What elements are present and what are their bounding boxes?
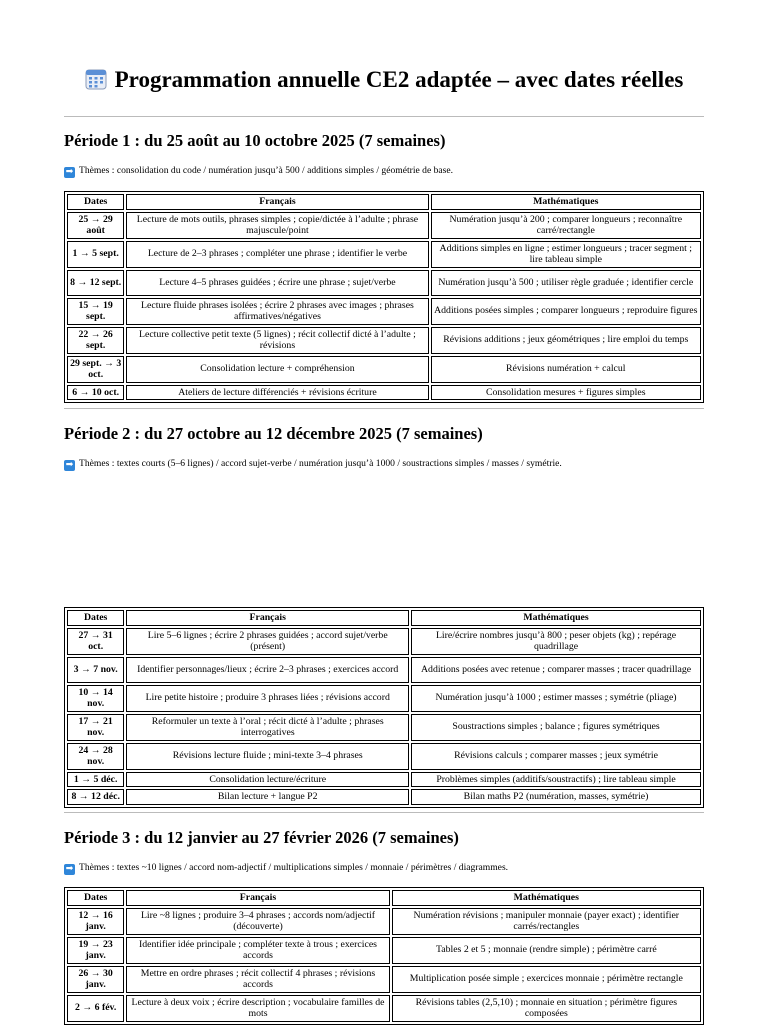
- right-arrow-icon: ➡: [65, 864, 74, 874]
- divider: [64, 116, 704, 117]
- row-francais: Lecture fluide phrases isolées ; écrire 2 phrases avec images ; phrases affirmatives/négatives: [126, 298, 428, 325]
- row-date: 15 → 19 sept.: [67, 298, 124, 325]
- period-3-heading: Période 3 : du 12 janvier au 27 février 2026 (7 semaines): [64, 828, 459, 847]
- row-francais: Identifier idée principale ; compléter texte à trous ; exercices accords: [126, 937, 389, 964]
- table-header-row: [67, 610, 701, 626]
- table-row: [67, 628, 701, 655]
- row-maths: Soustractions simples ; balance ; figures symétriques: [411, 714, 701, 741]
- header-maths: Mathématiques: [411, 610, 701, 626]
- page-title: [0, 66, 768, 94]
- header-francais: Français: [126, 194, 428, 210]
- row-francais: Mettre en ordre phrases ; récit collectif 4 phrases ; révisions accords: [126, 966, 389, 993]
- row-date: 29 sept. → 3 oct.: [67, 356, 124, 383]
- row-francais: Lire petite histoire ; produire 3 phrases liées ; révisions accord: [126, 685, 409, 712]
- table-row: [67, 685, 701, 712]
- table-row: [67, 966, 701, 993]
- row-francais: Bilan lecture + langue P2: [126, 789, 409, 805]
- page-title-text: Programmation annuelle CE2 adaptée – avec dates réelles: [114, 67, 684, 92]
- table-row: [67, 212, 701, 239]
- row-maths: Consolidation mesures + figures simples: [431, 385, 701, 401]
- row-date: 3 → 7 nov.: [67, 657, 124, 683]
- row-francais: Lire ~8 lignes ; produire 3–4 phrases ; accords nom/adjectif (découverte): [126, 908, 389, 935]
- table-header-row: [67, 194, 701, 210]
- row-date: 22 → 26 sept.: [67, 327, 124, 354]
- period-3-themes-text: Thèmes : textes ~10 lignes / accord nom-adjectif / multiplications simples / monnaie / périmètres / diagrammes.: [79, 862, 509, 873]
- table-row: [67, 270, 701, 296]
- row-francais: Lire 5–6 lignes ; écrire 2 phrases guidées ; accord sujet/verbe (présent): [126, 628, 409, 655]
- table-row: [67, 241, 701, 268]
- period-2-heading: Période 2 : du 27 octobre au 12 décembre 2025 (7 semaines): [64, 424, 483, 443]
- row-maths: Numération jusqu’à 200 ; comparer longueurs ; reconnaître carré/rectangle: [431, 212, 701, 239]
- calendar-icon: [85, 68, 107, 90]
- row-date: 25 → 29 août: [67, 212, 124, 239]
- table-row: [67, 356, 701, 383]
- header-maths: Mathématiques: [431, 194, 701, 210]
- row-maths: Additions simples en ligne ; estimer longueurs ; tracer segment ; lire tableau simple: [431, 241, 701, 268]
- table-row: [67, 385, 701, 401]
- row-francais: Lecture à deux voix ; écrire description ; vocabulaire familles de mots: [126, 995, 389, 1022]
- row-maths: Révisions numération + calcul: [431, 356, 701, 383]
- header-dates: Dates: [67, 610, 124, 626]
- row-date: 6 → 10 oct.: [67, 385, 124, 401]
- period-1-themes: [64, 165, 453, 178]
- row-date: 12 → 16 janv.: [67, 908, 124, 935]
- row-maths: Révisions tables (2,5,10) ; monnaie en situation ; périmètre figures composées: [392, 995, 701, 1022]
- right-arrow-icon: ➡: [65, 460, 74, 470]
- row-francais: Lecture collective petit texte (5 lignes) ; récit collectif dicté à l’adulte ; révisions: [126, 327, 428, 354]
- row-francais: Révisions lecture fluide ; mini-texte 3–4 phrases: [126, 743, 409, 770]
- row-maths: Multiplication posée simple ; exercices monnaie ; périmètre rectangle: [392, 966, 701, 993]
- table-row: [67, 298, 701, 325]
- row-maths: Bilan maths P2 (numération, masses, symétrie): [411, 789, 701, 805]
- period-1-heading: Période 1 : du 25 août au 10 octobre 2025 (7 semaines): [64, 131, 446, 150]
- row-maths: Numération jusqu’à 500 ; utiliser règle graduée ; identifier cercle: [431, 270, 701, 296]
- divider: [64, 812, 704, 813]
- row-date: 8 → 12 sept.: [67, 270, 124, 296]
- row-maths: Numération révisions ; manipuler monnaie (payer exact) ; identifier carrés/rectangles: [392, 908, 701, 935]
- table-row: [67, 714, 701, 741]
- period-2-themes-text: Thèmes : textes courts (5–6 lignes) / accord sujet-verbe / numération jusqu’à 1000 / soustractions simples / masses / symétrie.: [79, 458, 562, 469]
- period-3-themes: [64, 862, 508, 875]
- table-row: [67, 908, 701, 935]
- right-arrow-icon: ➡: [65, 167, 74, 177]
- row-date: 1 → 5 sept.: [67, 241, 124, 268]
- row-date: 1 → 5 déc.: [67, 772, 124, 788]
- table-row: [67, 789, 701, 805]
- row-francais: Consolidation lecture + compréhension: [126, 356, 428, 383]
- row-maths: Problèmes simples (additifs/soustractifs) ; lire tableau simple: [411, 772, 701, 788]
- table-row: [67, 743, 701, 770]
- row-maths: Révisions calculs ; comparer masses ; jeux symétrie: [411, 743, 701, 770]
- table-row: [67, 657, 701, 683]
- row-francais: Reformuler un texte à l’oral ; récit dicté à l’adulte ; phrases interrogatives: [126, 714, 409, 741]
- row-francais: Lecture 4–5 phrases guidées ; écrire une phrase ; sujet/verbe: [126, 270, 428, 296]
- row-maths: Lire/écrire nombres jusqu’à 800 ; peser objets (kg) ; repérage quadrillage: [411, 628, 701, 655]
- row-francais: Lecture de mots outils, phrases simples ; copie/dictée à l’adulte ; phrase majuscule/point: [126, 212, 428, 239]
- table-row: [67, 772, 701, 788]
- row-maths: Révisions additions ; jeux géométriques ; lire emploi du temps: [431, 327, 701, 354]
- row-date: 17 → 21 nov.: [67, 714, 124, 741]
- row-date: 19 → 23 janv.: [67, 937, 124, 964]
- period-3-table: [64, 887, 704, 1025]
- row-date: 8 → 12 déc.: [67, 789, 124, 805]
- row-date: 26 → 30 janv.: [67, 966, 124, 993]
- row-francais: Identifier personnages/lieux ; écrire 2–3 phrases ; exercices accord: [126, 657, 409, 683]
- row-date: 10 → 14 nov.: [67, 685, 124, 712]
- row-maths: Tables 2 et 5 ; monnaie (rendre simple) ; périmètre carré: [392, 937, 701, 964]
- divider: [64, 408, 704, 409]
- header-dates: Dates: [67, 890, 124, 906]
- table-row: [67, 937, 701, 964]
- header-francais: Français: [126, 610, 409, 626]
- row-date: 24 → 28 nov.: [67, 743, 124, 770]
- table-row: [67, 327, 701, 354]
- header-dates: Dates: [67, 194, 124, 210]
- period-2-themes: [64, 458, 562, 471]
- period-1-table: [64, 191, 704, 403]
- period-2-table: [64, 607, 704, 808]
- row-francais: Ateliers de lecture différenciés + révisions écriture: [126, 385, 428, 401]
- table-header-row: [67, 890, 701, 906]
- row-date: 2 → 6 fév.: [67, 995, 124, 1022]
- row-date: 27 → 31 oct.: [67, 628, 124, 655]
- row-maths: Numération jusqu’à 1000 ; estimer masses ; symétrie (pliage): [411, 685, 701, 712]
- table-row: [67, 995, 701, 1022]
- row-maths: Additions posées avec retenue ; comparer masses ; tracer quadrillage: [411, 657, 701, 683]
- row-francais: Lecture de 2–3 phrases ; compléter une phrase ; identifier le verbe: [126, 241, 428, 268]
- row-maths: Additions posées simples ; comparer longueurs ; reproduire figures: [431, 298, 701, 325]
- header-maths: Mathématiques: [392, 890, 701, 906]
- period-1-themes-text: Thèmes : consolidation du code / numération jusqu’à 500 / additions simples / géométrie de base.: [79, 165, 454, 176]
- row-francais: Consolidation lecture/écriture: [126, 772, 409, 788]
- header-francais: Français: [126, 890, 389, 906]
